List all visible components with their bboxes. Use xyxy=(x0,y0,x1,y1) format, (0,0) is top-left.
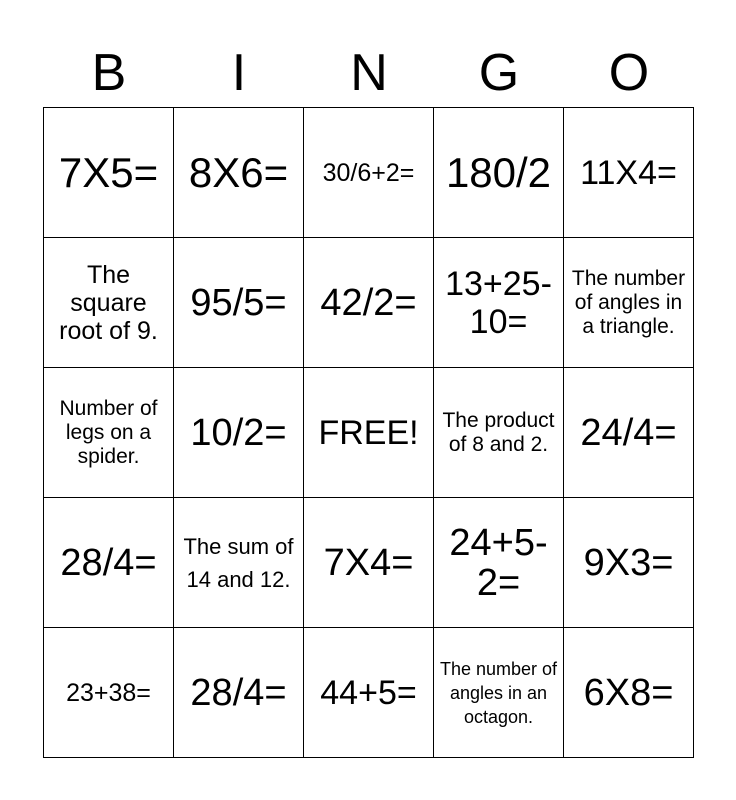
bingo-cell xyxy=(564,368,694,498)
bingo-cell xyxy=(304,108,434,238)
bingo-cell xyxy=(44,368,174,498)
header-letter-g: G xyxy=(478,44,520,102)
cell-text: 95/5= xyxy=(190,281,287,324)
cell-text: 28/4= xyxy=(60,541,157,584)
bingo-board xyxy=(43,107,694,758)
bingo-cell xyxy=(434,238,564,368)
bingo-cell xyxy=(174,498,304,628)
free-space xyxy=(304,368,434,498)
bingo-cell xyxy=(174,628,304,758)
cell-text: 28/4= xyxy=(190,671,287,714)
bingo-cell xyxy=(44,498,174,628)
bingo-cell xyxy=(304,498,434,628)
cell-text: The square root of 9. xyxy=(59,260,158,345)
header-letter-b: B xyxy=(91,44,127,102)
cell-text: 6X8= xyxy=(583,671,674,714)
cell-text: 13+25-10= xyxy=(445,264,552,341)
cell-text: 7X4= xyxy=(323,541,414,584)
header-letter-i: I xyxy=(231,44,247,102)
bingo-cell xyxy=(564,628,694,758)
bingo-cell xyxy=(174,108,304,238)
cell-text: FREE! xyxy=(318,413,419,452)
cell-text: The number of angles in an octagon. xyxy=(439,658,558,727)
cell-text: The sum of 14 and 12. xyxy=(183,533,294,592)
cell-text: 24/4= xyxy=(580,411,677,454)
bingo-cell xyxy=(174,368,304,498)
cell-text: 42/2= xyxy=(320,281,417,324)
cell-text: 44+5= xyxy=(320,673,417,712)
cell-text: Number of legs on a spider. xyxy=(59,396,158,468)
bingo-cell xyxy=(44,628,174,758)
cell-text: 180/2 xyxy=(445,148,552,196)
cell-text: 10/2= xyxy=(190,411,287,454)
cell-text: 8X6= xyxy=(188,148,289,196)
bingo-cell xyxy=(434,628,564,758)
cell-text: 11X4= xyxy=(580,153,677,192)
bingo-header xyxy=(44,40,694,106)
bingo-cell xyxy=(44,108,174,238)
bingo-cell xyxy=(564,498,694,628)
bingo-cell xyxy=(564,238,694,368)
cell-text: 30/6+2= xyxy=(322,158,415,187)
cell-text: 7X5= xyxy=(58,148,159,196)
bingo-cell xyxy=(564,108,694,238)
cell-text: The product of 8 and 2. xyxy=(442,408,555,456)
bingo-cell xyxy=(174,238,304,368)
header-letter-o: O xyxy=(608,44,650,102)
header-letter-n: N xyxy=(350,44,388,102)
bingo-cell xyxy=(44,238,174,368)
bingo-cell xyxy=(434,108,564,238)
bingo-cell xyxy=(434,498,564,628)
bingo-cell xyxy=(304,628,434,758)
bingo-cell xyxy=(434,368,564,498)
cell-text: 9X3= xyxy=(583,541,674,584)
cell-text: The number of angles in a triangle. xyxy=(571,266,686,338)
cell-text: 24+5-2= xyxy=(449,521,548,604)
bingo-cell xyxy=(304,238,434,368)
cell-text: 23+38= xyxy=(66,678,151,707)
